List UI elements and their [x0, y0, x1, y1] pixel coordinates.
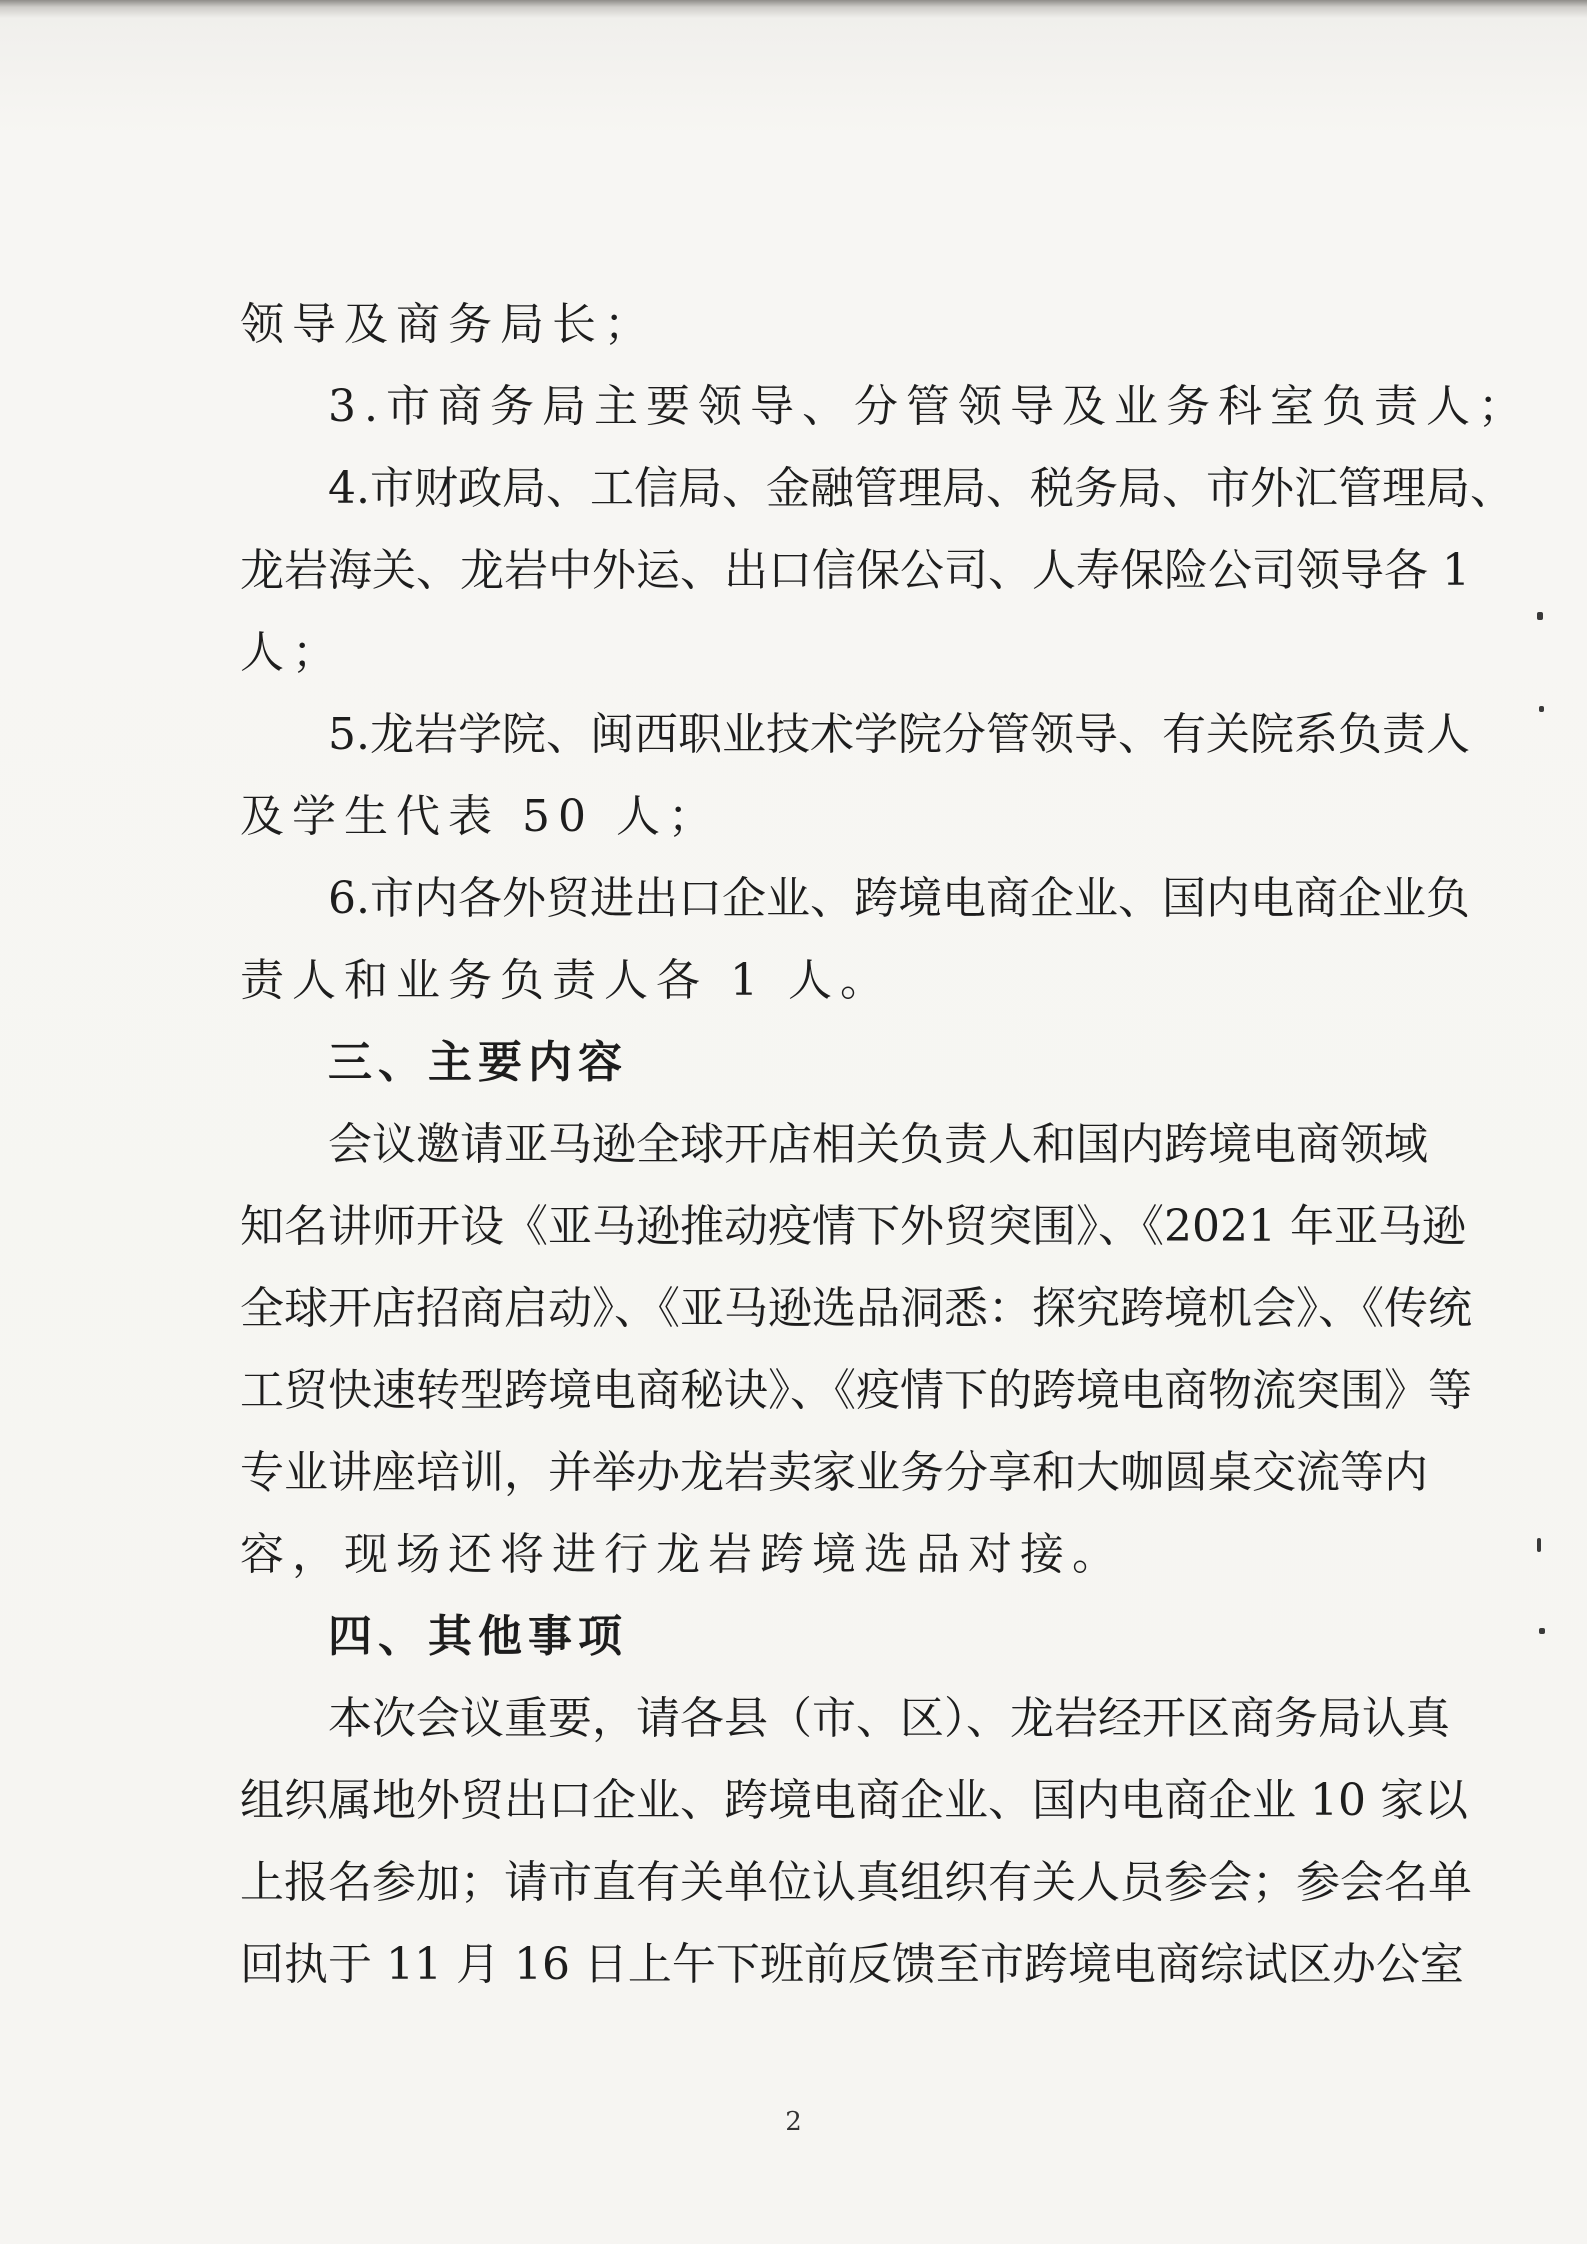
- text-line: 3.市商务局主要领导、分管领导及业务科室负责人；: [328, 381, 1530, 432]
- scan-speck: [1539, 1628, 1545, 1634]
- text-line: 本次会议重要，请各县（市、区）、龙岩经开区商务局认真: [328, 1693, 1450, 1744]
- section-heading: 三、主要内容: [328, 1037, 628, 1088]
- text-line: 5.龙岩学院、闽西职业技术学院分管领导、有关院系负责人: [328, 709, 1470, 760]
- scan-top-edge: [0, 0, 1587, 18]
- text-line: 知名讲师开设《亚马逊推动疫情下外贸突围》、《2021 年亚马逊: [240, 1201, 1466, 1252]
- text-line: 人；: [240, 627, 344, 678]
- scan-speck: [1539, 706, 1544, 712]
- text-line: 工贸快速转型跨境电商秘诀》、《疫情下的跨境电商物流突围》等: [240, 1365, 1472, 1416]
- section-heading: 四、其他事项: [328, 1611, 628, 1662]
- page-number: 2: [785, 2107, 802, 2137]
- scan-speck: [1537, 612, 1543, 620]
- text-line: 领导及商务局长；: [240, 299, 656, 350]
- text-line: 全球开店招商启动》、《亚马逊选品洞悉：探究跨境机会》、《传统: [240, 1283, 1472, 1334]
- text-line: 6.市内各外贸进出口企业、跨境电商企业、国内电商企业负: [328, 873, 1470, 924]
- text-line: 组织属地外贸出口企业、跨境电商企业、国内电商企业 10 家以: [240, 1775, 1468, 1826]
- text-line: 责人和业务负责人各 1 人。: [240, 955, 892, 1006]
- document-body: [240, 299, 1530, 2022]
- text-line: 上报名参加；请市直有关单位认真组织有关人员参会；参会名单: [240, 1857, 1472, 1908]
- text-line: 会议邀请亚马逊全球开店相关负责人和国内跨境电商领域: [328, 1119, 1428, 1170]
- text-line: 及学生代表 50 人；: [240, 791, 720, 842]
- scan-speck: [1537, 1538, 1541, 1552]
- text-line: 专业讲座培训，并举办龙岩卖家业务分享和大咖圆桌交流等内: [240, 1447, 1428, 1498]
- text-line: 4.市财政局、工信局、金融管理局、税务局、市外汇管理局、: [328, 463, 1514, 514]
- text-line: 容，现场还将进行龙岩跨境选品对接。: [240, 1529, 1124, 1580]
- text-line: 回执于 11 月 16 日上午下班前反馈至市跨境电商综试区办公室: [240, 1939, 1464, 1990]
- text-line: 龙岩海关、龙岩中外运、出口信保公司、人寿保险公司领导各 1: [240, 545, 1470, 596]
